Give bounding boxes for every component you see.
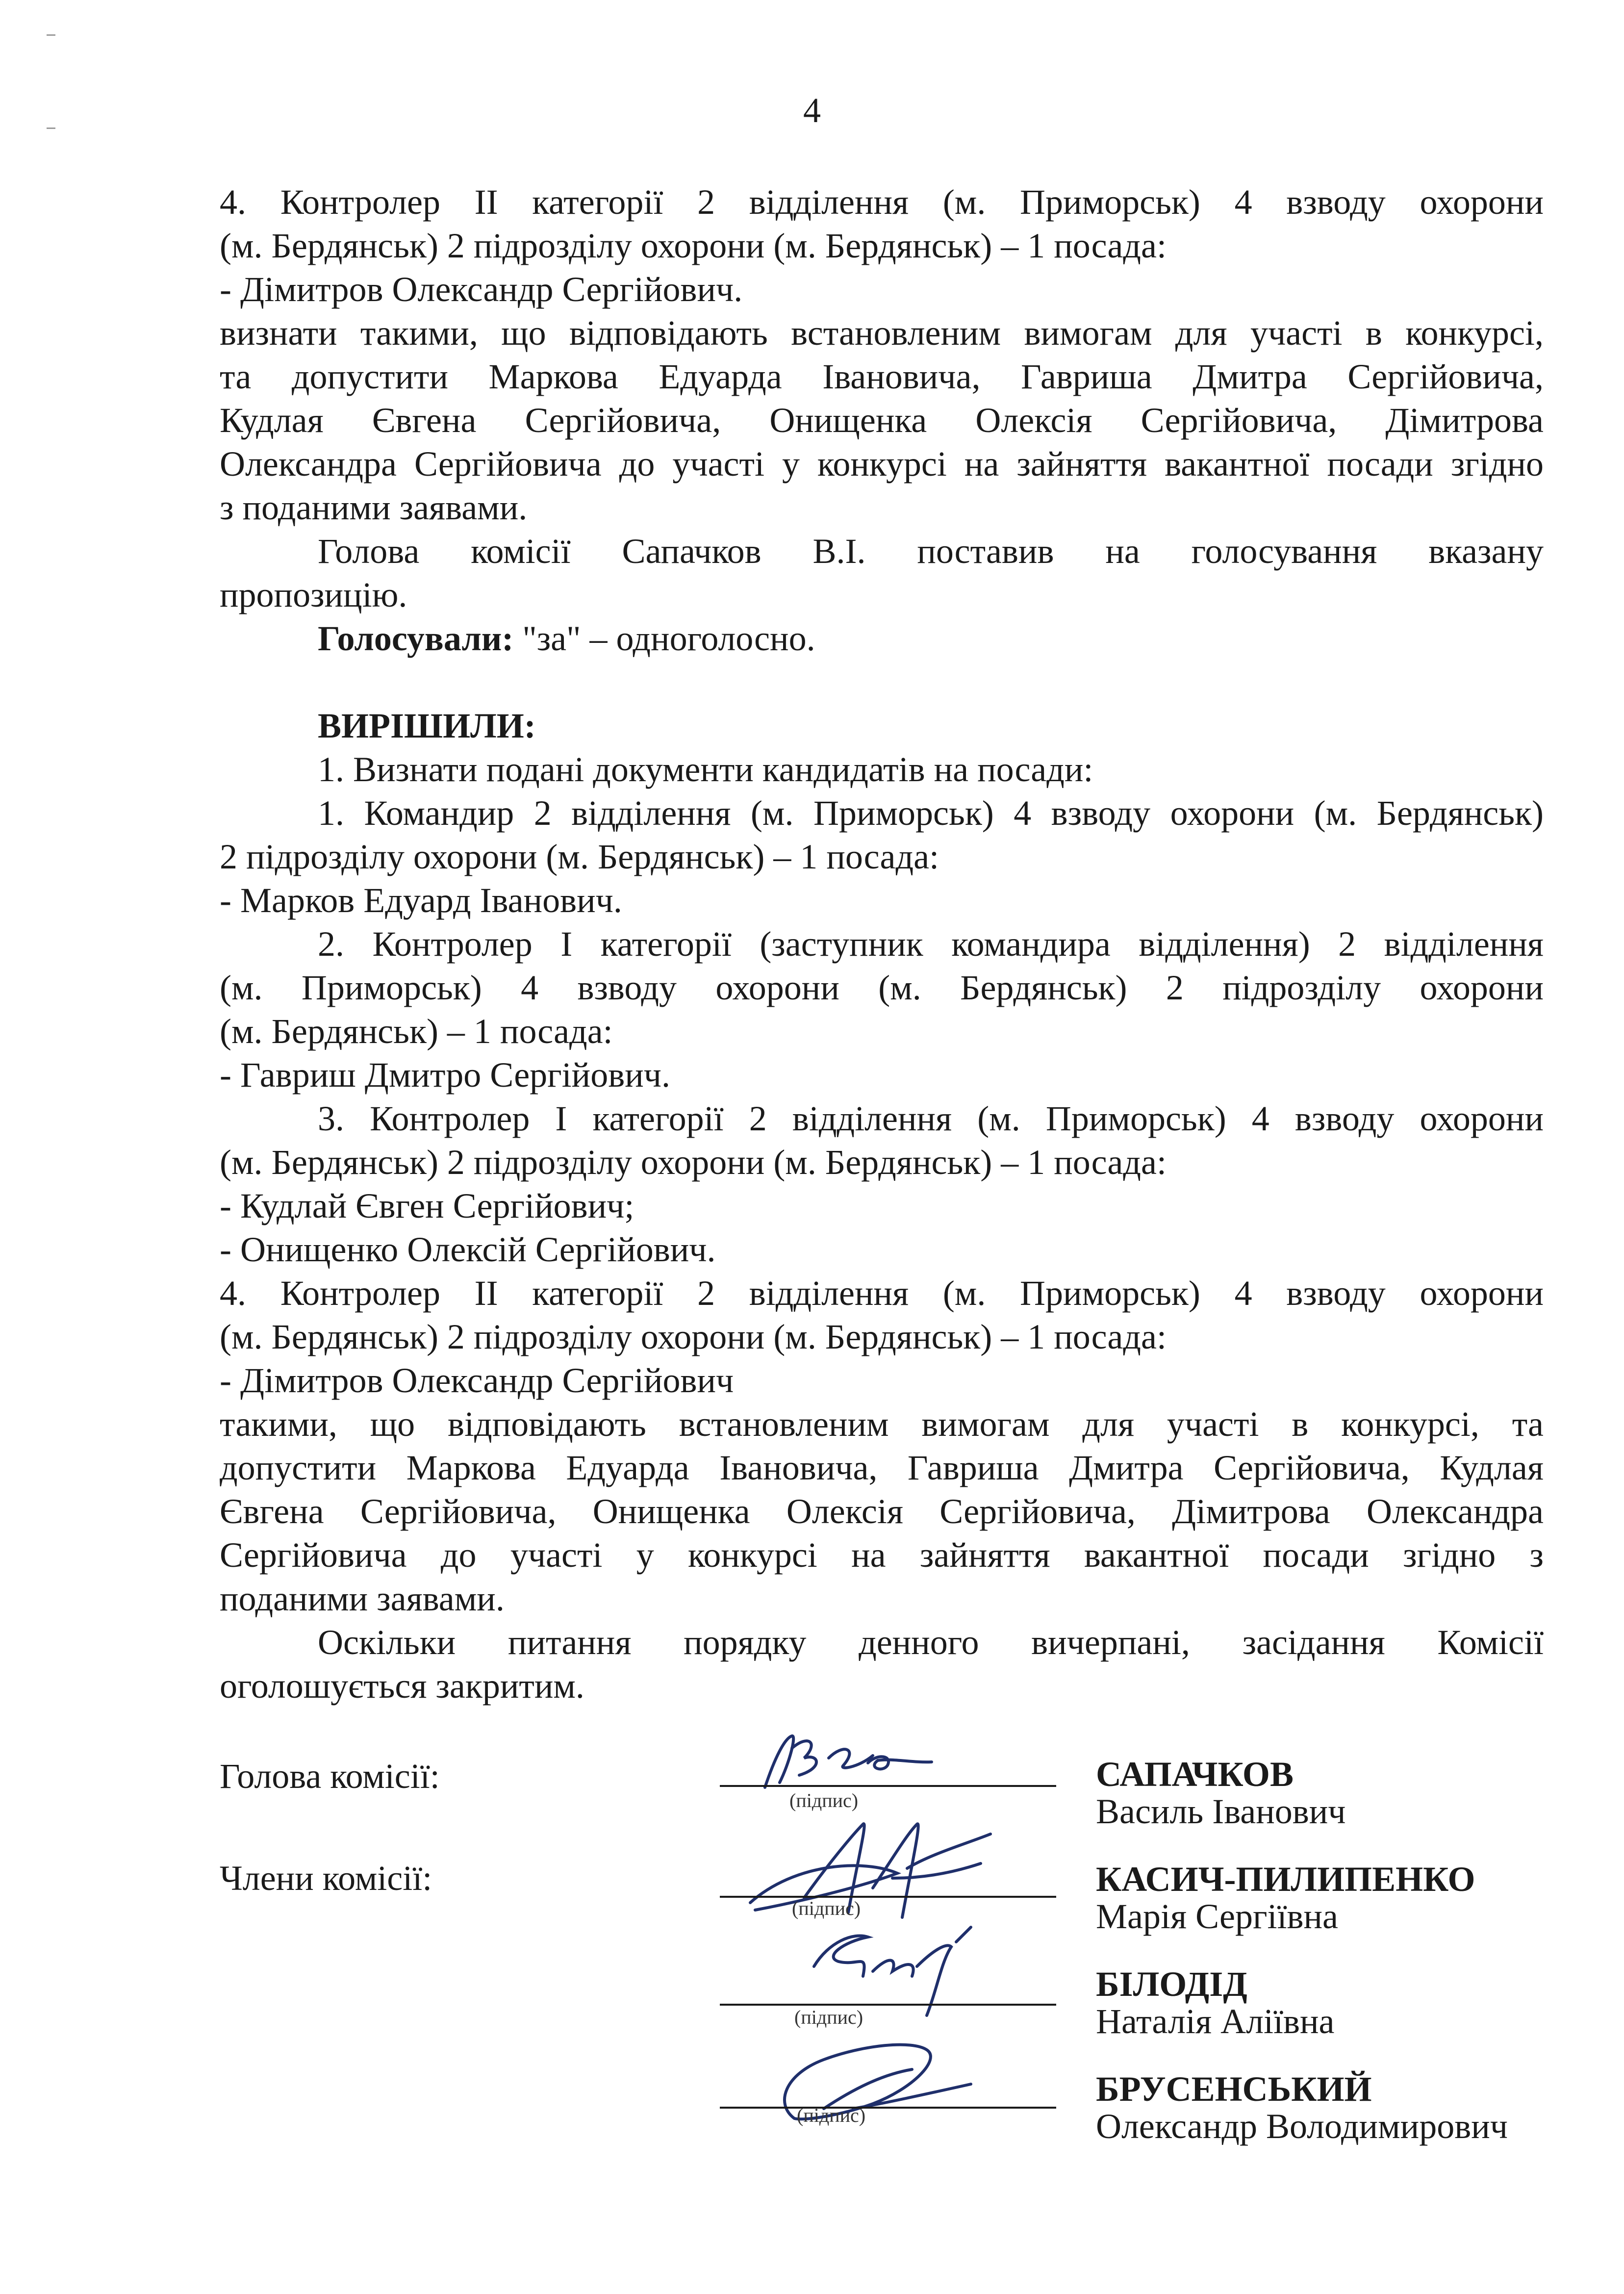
decided-heading: ВИРІШИЛИ: <box>318 706 536 745</box>
signature-caption: (підпис) <box>794 2006 863 2028</box>
text-line: Олександра Сергійовича до участі у конкурсі на зайняття вакантної посади згідно <box>220 444 1544 484</box>
text-line: пропозицію. <box>220 575 407 614</box>
text-line: 4. Контролер ІІ категорії 2 відділення (м. Приморськ) 4 взводу охорони <box>220 1274 1544 1313</box>
text-line: (м. Бердянськ) 2 підрозділу охорони (м. Бердянськ) – 1 посада: <box>220 1317 1167 1356</box>
margin-mark <box>47 34 55 36</box>
text-line: 4. Контролер ІІ категорії 2 відділення (м. Приморськ) 4 взводу охорони <box>220 182 1544 222</box>
vote-line <box>220 617 1544 661</box>
signature-caption: (підпис) <box>792 1897 861 1919</box>
text-line: 2 підрозділу охорони (м. Бердянськ) – 1 посада: <box>220 837 939 876</box>
signature-4 <box>765 2035 990 2136</box>
vote-label: Голосували: <box>318 619 514 658</box>
person-surname: КАСИЧ-ПИЛИПЕНКО <box>1096 1860 1475 1899</box>
chair-label: Голова комісії: <box>220 1757 440 1796</box>
vote-result: "за" – одноголосно. <box>522 619 815 658</box>
margin-mark <box>47 127 55 129</box>
person-surname: САПАЧКОВ <box>1096 1755 1294 1794</box>
text-line: 3. Контролер І категорії 2 відділення (м. Приморськ) 4 взводу охорони <box>318 1099 1544 1138</box>
text-line: - Дімитров Олександр Сергійович <box>220 1361 734 1400</box>
text-line: допустити Маркова Едуарда Івановича, Гавриша Дмитра Сергійовича, Кудлая <box>220 1448 1544 1487</box>
person-given-name: Василь Іванович <box>1096 1792 1346 1831</box>
signature-3 <box>794 1922 1000 2023</box>
page-number: 4 <box>803 91 821 130</box>
text-line: з поданими заявами. <box>220 488 528 527</box>
signature-line <box>720 1785 1056 1787</box>
text-line: (м. Бердянськ) – 1 посада: <box>220 1012 613 1051</box>
text-line: (м. Бердянськ) 2 підрозділу охорони (м. Бердянськ) – 1 посада: <box>220 1143 1167 1182</box>
person-given-name: Олександр Володимирович <box>1096 2107 1508 2146</box>
text-line: 1. Командир 2 відділення (м. Приморськ) 4 взводу охорони (м. Бердянськ) <box>318 793 1544 833</box>
members-label: Члени комісії: <box>220 1859 432 1898</box>
signature-caption: (підпис) <box>789 1789 859 1811</box>
person-surname: БРУСЕНСЬКИЙ <box>1096 2069 1372 2109</box>
text-line: Голова комісії Сапачков В.І. поставив на голосування вказану <box>318 532 1544 571</box>
text-line: - Гавриш Дмитро Сергійович. <box>220 1055 670 1095</box>
document-body <box>220 180 1544 1708</box>
text-line: Оскільки питання порядку денного вичерпані, засідання Комісії <box>318 1623 1544 1662</box>
text-line: поданими заявами. <box>220 1579 505 1618</box>
text-line: Євгена Сергійовича, Онищенка Олексія Сергійовича, Дімитрова Олександра <box>220 1492 1544 1531</box>
signature-1 <box>745 1729 951 1800</box>
text-line: Сергійовича до участі у конкурсі на зайняття вакантної посади згідно з <box>220 1535 1544 1575</box>
text-line: - Дімитров Олександр Сергійович. <box>220 270 743 309</box>
signature-line <box>720 1896 1056 1898</box>
person-given-name: Наталія Аліївна <box>1096 2002 1335 2041</box>
signature-caption: (підпис) <box>797 2104 866 2126</box>
text-line: (м. Приморськ) 4 взводу охорони (м. Бердянськ) 2 підрозділу охорони <box>220 968 1544 1007</box>
text-line: 1. Визнати подані документи кандидатів на посади: <box>318 750 1093 789</box>
text-line: - Марков Едуард Іванович. <box>220 881 622 920</box>
text-line: такими, що відповідають встановленим вимогам для участі в конкурсі, та <box>220 1404 1544 1444</box>
text-line: 2. Контролер І категорії (заступник командира відділення) 2 відділення <box>318 924 1544 964</box>
text-line: визнати такими, що відповідають встановленим вимогам для участі в конкурсі, <box>220 313 1544 353</box>
text-line: - Кудлай Євген Сергійович; <box>220 1186 634 1225</box>
text-line: та допустити Маркова Едуарда Івановича, Гавриша Дмитра Сергійовича, <box>220 357 1544 396</box>
text-line: (м. Бердянськ) 2 підрозділу охорони (м. Бердянськ) – 1 посада: <box>220 226 1167 265</box>
signature-line <box>720 2107 1056 2109</box>
signature-2 <box>736 1805 1010 1935</box>
blank-line <box>220 661 1544 704</box>
text-line: - Онищенко Олексій Сергійович. <box>220 1230 716 1269</box>
text-line: оголошується закритим. <box>220 1666 584 1706</box>
person-given-name: Марія Сергіївна <box>1096 1897 1338 1936</box>
person-surname: БІЛОДІД <box>1096 1964 1247 2004</box>
text-line: Кудлая Євгена Сергійовича, Онищенка Олексія Сергійовича, Дімитрова <box>220 401 1544 440</box>
signature-line <box>720 2004 1056 2006</box>
